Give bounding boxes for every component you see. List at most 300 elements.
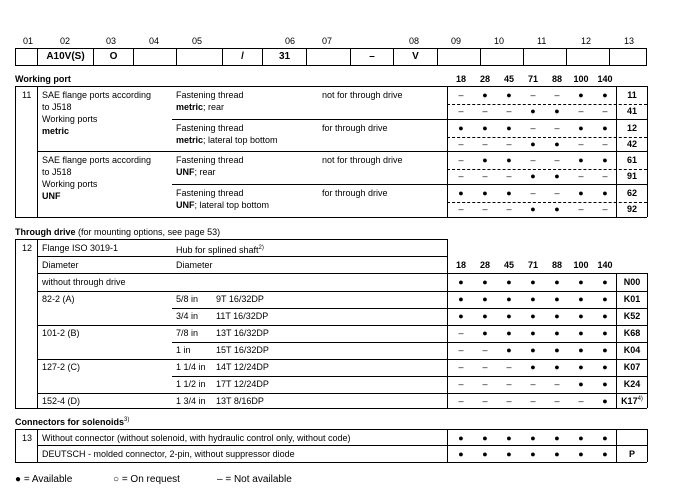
availability-mark: ● (530, 106, 536, 116)
text-line: metric (42, 126, 70, 136)
row-divider (447, 137, 647, 138)
availability-mark: ● (458, 294, 464, 304)
code-cell (523, 48, 566, 66)
availability-mark: ● (554, 204, 560, 214)
availability-mark: ● (554, 277, 560, 287)
text-line: Fastening thread (176, 123, 244, 133)
text-line: SAE flange ports according (42, 90, 152, 100)
availability-mark: – (458, 106, 464, 116)
spline-spec: 13T 8/16DP (216, 396, 264, 406)
fastening-rear-unf (176, 154, 244, 178)
availability-mark: ● (602, 379, 608, 389)
availability-mark: ● (506, 155, 512, 165)
code-cell: – (350, 48, 393, 66)
fastening-rear-metric (176, 89, 244, 113)
availability-mark: – (578, 171, 584, 181)
availability-mark: ● (602, 328, 608, 338)
availability-mark: ● (578, 433, 584, 443)
order-code-text: N00 (623, 277, 641, 287)
divider (647, 273, 648, 408)
order-code (618, 139, 646, 149)
availability-mark: – (602, 106, 608, 116)
divider (37, 273, 647, 274)
row-divider (447, 202, 647, 203)
column-number: 04 (149, 36, 160, 46)
order-code-text: 11 (627, 90, 637, 100)
availability-mark: ● (602, 123, 608, 133)
divider (172, 119, 647, 120)
availability-mark: ● (458, 433, 464, 443)
availability-mark: ● (578, 277, 584, 287)
availability-mark: – (530, 396, 536, 406)
availability-mark: ● (530, 277, 536, 287)
order-code (618, 204, 646, 214)
without-through-drive: without through drive (42, 277, 126, 287)
connector-description: Without connector (without solenoid, with hydraulic control only, without code) (42, 433, 351, 443)
text-line (176, 199, 269, 211)
order-code (618, 106, 646, 116)
availability-mark: ● (578, 123, 584, 133)
text-line: Fastening thread (176, 188, 244, 198)
size-label: 18 (455, 74, 466, 84)
hub-text: Hub for splined shaft (176, 245, 259, 255)
availability-mark: – (506, 362, 512, 372)
availability-mark: ● (458, 123, 464, 133)
order-code (618, 277, 646, 287)
availability-mark: – (530, 188, 536, 198)
order-code-text: 61 (626, 155, 637, 165)
divider (37, 239, 38, 408)
availability-mark: – (506, 106, 512, 116)
availability-mark: ● (482, 328, 488, 338)
order-code (618, 311, 646, 321)
availability-mark: ● (554, 328, 560, 338)
code-cell (609, 48, 647, 66)
availability-mark: ● (602, 396, 608, 406)
availability-mark: – (506, 396, 512, 406)
text-line: SAE flange ports according (42, 155, 152, 165)
divider (447, 239, 448, 408)
option-number: 12 (22, 243, 33, 253)
footnote-ref: 4) (637, 396, 643, 402)
column-number: 12 (581, 36, 592, 46)
availability-mark: – (578, 139, 584, 149)
text-line: Working ports (42, 179, 98, 189)
availability-mark: ● (530, 204, 536, 214)
availability-mark: – (554, 188, 560, 198)
code-cell: O (93, 48, 133, 66)
availability-mark: ● (554, 171, 560, 181)
divider (15, 86, 647, 87)
diameter-header: Diameter (42, 260, 79, 270)
divider (616, 273, 617, 408)
text-rest: ; lateral top bottom (203, 135, 278, 145)
divider (37, 151, 647, 152)
order-code (618, 379, 646, 389)
text-bold: metric (176, 102, 204, 112)
availability-mark: – (482, 106, 488, 116)
availability-mark: – (482, 379, 488, 389)
diameter-header: Diameter (176, 260, 213, 270)
availability-mark: ● (602, 433, 608, 443)
availability-mark: ● (578, 345, 584, 355)
title-text: Through drive (15, 227, 76, 237)
availability-mark: – (506, 379, 512, 389)
availability-mark: – (482, 171, 488, 181)
divider (647, 86, 648, 217)
availability-mark: – (578, 204, 584, 214)
divider (15, 86, 16, 217)
size-label: 28 (479, 74, 490, 84)
size-label: 100 (573, 74, 589, 84)
availability-mark: – (482, 204, 488, 214)
fastening-lateral-metric (176, 122, 278, 146)
availability-mark: ● (602, 362, 608, 372)
order-code-text: K17 (621, 396, 638, 406)
availability-mark: ● (578, 155, 584, 165)
size-label: 28 (479, 260, 490, 270)
order-code-text: K24 (623, 379, 641, 389)
size-label: 45 (503, 74, 514, 84)
row-divider (37, 359, 647, 360)
text-line (176, 166, 244, 178)
option-number: 11 (22, 90, 32, 100)
text-rest: ; rear (194, 167, 216, 177)
flange-size: 152-4 (D) (42, 396, 81, 406)
text-line: Fastening thread (176, 155, 244, 165)
code-cell (437, 48, 480, 66)
legend-on-request: ○ = On request (113, 474, 180, 485)
availability-mark: – (458, 155, 464, 165)
availability-mark: ● (530, 449, 536, 459)
availability-mark: – (506, 204, 512, 214)
column-number: 13 (624, 36, 635, 46)
availability-mark: ● (554, 433, 560, 443)
row-divider (37, 325, 647, 326)
availability-mark: – (458, 379, 464, 389)
availability-mark: ● (578, 90, 584, 100)
title-text: Connectors for solenoids (15, 417, 125, 427)
order-code-text: K68 (623, 328, 641, 338)
order-code (618, 362, 646, 372)
order-code-text: 12 (626, 123, 637, 133)
shaft-diameter: 7/8 in (176, 328, 199, 338)
order-code-text: 62 (626, 188, 637, 198)
legend-available: ● = Available (15, 474, 73, 485)
text-line (176, 101, 244, 113)
availability-mark: ● (554, 362, 560, 372)
row-divider (447, 169, 647, 170)
divider (37, 256, 447, 257)
text-bold: UNF (176, 200, 195, 210)
availability-mark: ● (530, 345, 536, 355)
availability-mark: – (530, 90, 536, 100)
order-code-text: 91 (626, 171, 637, 181)
availability-mark: – (554, 155, 560, 165)
group-label-metric (42, 89, 151, 137)
spline-spec: 11T 16/32DP (216, 311, 269, 321)
availability-mark: – (482, 139, 488, 149)
group-label-unf (42, 154, 151, 202)
divider (172, 184, 647, 185)
size-label: 140 (597, 260, 613, 270)
availability-mark: ● (530, 171, 536, 181)
through-drive-note: not for through drive (322, 155, 403, 165)
availability-mark: ● (482, 449, 488, 459)
order-code (618, 171, 646, 181)
code-cell: / (222, 48, 262, 66)
availability-mark: ● (506, 188, 512, 198)
through-drive-note: not for through drive (322, 90, 403, 100)
shaft-diameter: 1 1/4 in (176, 362, 206, 372)
through-drive-note: for through drive (322, 123, 388, 133)
spline-spec: 9T 16/32DP (216, 294, 264, 304)
availability-mark: ● (482, 123, 488, 133)
availability-mark: ● (506, 123, 512, 133)
text-rest: ; rear (203, 102, 225, 112)
availability-mark: – (458, 396, 464, 406)
availability-mark: ● (602, 277, 608, 287)
availability-mark: – (458, 90, 464, 100)
subtitle-text: (for mounting options, see page 53) (78, 227, 221, 237)
code-cell: A10V(S) (37, 48, 93, 66)
connector-description: DEUTSCH - molded connector, 2-pin, without suppressor diode (42, 449, 295, 459)
availability-mark: ● (458, 449, 464, 459)
connectors-title (15, 417, 129, 427)
availability-mark: ● (506, 433, 512, 443)
availability-mark: ● (602, 345, 608, 355)
availability-mark: ● (578, 328, 584, 338)
order-code (618, 328, 646, 338)
column-number: 09 (451, 36, 462, 46)
availability-mark: ● (602, 90, 608, 100)
availability-mark: – (458, 328, 464, 338)
availability-mark: ● (578, 449, 584, 459)
text-line: Fastening thread (176, 90, 244, 100)
availability-mark: ● (482, 294, 488, 304)
availability-mark: ● (578, 362, 584, 372)
availability-mark: ● (578, 294, 584, 304)
availability-mark: – (554, 379, 560, 389)
availability-mark: ● (602, 294, 608, 304)
working-port-title: Working port (15, 74, 71, 84)
order-code-text: K04 (623, 345, 641, 355)
availability-mark: ● (602, 449, 608, 459)
availability-mark: ● (530, 294, 536, 304)
shaft-diameter: 1 3/4 in (176, 396, 206, 406)
availability-mark: – (602, 171, 608, 181)
availability-mark: – (458, 345, 464, 355)
code-cell (566, 48, 609, 66)
order-code-text: P (628, 449, 635, 459)
column-number: 03 (106, 36, 117, 46)
row-divider (447, 104, 647, 105)
availability-mark: ● (554, 294, 560, 304)
row-divider (37, 393, 647, 394)
availability-mark: – (554, 123, 560, 133)
availability-mark: ● (578, 311, 584, 321)
shaft-diameter: 3/4 in (176, 311, 199, 321)
order-code-text: 92 (626, 204, 637, 214)
flange-size: 101-2 (B) (42, 328, 80, 338)
availability-mark: ● (578, 188, 584, 198)
footnote-ref: 2) (258, 245, 264, 251)
size-label: 71 (527, 74, 538, 84)
divider (15, 217, 647, 218)
order-code (618, 188, 646, 198)
flange-size: 127-2 (C) (42, 362, 81, 372)
shaft-diameter: 1 in (176, 345, 191, 355)
column-number: 08 (409, 36, 420, 46)
availability-mark: ● (482, 155, 488, 165)
fastening-lateral-unf (176, 187, 269, 211)
order-code-text: K07 (623, 362, 641, 372)
size-label: 88 (551, 74, 562, 84)
shaft-diameter: 5/8 in (176, 294, 199, 304)
size-label: 88 (551, 260, 562, 270)
row-divider (172, 308, 647, 309)
availability-mark: ● (482, 188, 488, 198)
order-code (618, 449, 646, 459)
text-line: UNF (42, 191, 61, 201)
code-cell (480, 48, 523, 66)
hub-header (176, 242, 264, 256)
availability-mark: ● (602, 188, 608, 198)
code-cell (306, 48, 350, 66)
column-number: 05 (192, 36, 203, 46)
size-label: 71 (527, 260, 538, 270)
availability-mark: ● (554, 345, 560, 355)
divider (37, 445, 647, 446)
availability-mark: ● (578, 379, 584, 389)
availability-mark: – (482, 396, 488, 406)
availability-mark: – (482, 362, 488, 372)
availability-mark: ● (554, 311, 560, 321)
order-code (618, 345, 646, 355)
availability-mark: ● (458, 311, 464, 321)
availability-mark: ● (506, 328, 512, 338)
availability-mark: – (482, 345, 488, 355)
column-number: 06 (285, 36, 296, 46)
through-drive-note: for through drive (322, 188, 388, 198)
option-number: 13 (22, 433, 33, 443)
shaft-diameter: 1 1/2 in (176, 379, 206, 389)
text-rest: ; lateral top bottom (194, 200, 270, 210)
column-number: 01 (23, 36, 34, 46)
availability-mark: – (530, 379, 536, 389)
availability-mark: – (578, 106, 584, 116)
text-line: to J518 (42, 167, 72, 177)
divider (15, 408, 647, 409)
divider (15, 239, 447, 240)
availability-mark: ● (506, 294, 512, 304)
availability-mark: ● (530, 362, 536, 372)
availability-mark: ● (458, 188, 464, 198)
availability-mark: ● (530, 311, 536, 321)
row-divider (37, 291, 647, 292)
code-cell (176, 48, 222, 66)
divider (15, 462, 647, 463)
availability-mark: ● (554, 449, 560, 459)
availability-mark: ● (458, 277, 464, 287)
text-line: to J518 (42, 102, 72, 112)
flange-header: Flange ISO 3019-1 (42, 243, 119, 253)
spline-spec: 13T 16/32DP (216, 328, 269, 338)
text-line (176, 134, 278, 146)
divider (15, 429, 16, 462)
availability-mark: ● (602, 155, 608, 165)
order-code (618, 294, 646, 304)
availability-mark: – (530, 155, 536, 165)
spline-spec: 14T 12/24DP (216, 362, 269, 372)
size-label: 18 (455, 260, 466, 270)
availability-mark: ● (482, 277, 488, 287)
text-bold: UNF (176, 167, 195, 177)
availability-mark: ● (530, 139, 536, 149)
column-number: 07 (322, 36, 333, 46)
spline-spec: 15T 16/32DP (216, 345, 269, 355)
code-cell (133, 48, 176, 66)
divider (15, 429, 647, 430)
availability-mark: – (602, 139, 608, 149)
order-code-text: K52 (623, 311, 641, 321)
availability-mark: – (458, 362, 464, 372)
size-label: 140 (597, 74, 613, 84)
availability-mark: ● (482, 311, 488, 321)
availability-mark: – (506, 171, 512, 181)
availability-mark: – (554, 90, 560, 100)
availability-mark: – (506, 139, 512, 149)
text-line: Working ports (42, 114, 98, 124)
order-code (618, 155, 646, 165)
availability-mark: – (602, 204, 608, 214)
through-drive-title (15, 227, 220, 237)
order-code (618, 123, 646, 133)
code-cell: 31 (262, 48, 306, 66)
availability-mark: – (458, 204, 464, 214)
availability-mark: ● (506, 345, 512, 355)
availability-mark: – (458, 171, 464, 181)
size-label: 100 (573, 260, 589, 270)
column-number: 02 (60, 36, 71, 46)
availability-mark: ● (506, 449, 512, 459)
availability-mark: – (554, 396, 560, 406)
availability-mark: ● (506, 90, 512, 100)
order-code (618, 90, 646, 100)
divider (15, 239, 16, 408)
availability-mark: – (530, 123, 536, 133)
order-code-text: 41 (626, 106, 637, 116)
availability-mark: ● (482, 90, 488, 100)
availability-mark: ● (506, 277, 512, 287)
legend-not-available: – = Not available (217, 474, 292, 485)
availability-mark: ● (482, 433, 488, 443)
availability-mark: – (578, 396, 584, 406)
spline-spec: 17T 12/24DP (216, 379, 269, 389)
footnote-ref: 3) (124, 417, 130, 423)
order-code-text: K01 (623, 294, 641, 304)
size-label: 45 (503, 260, 514, 270)
divider (647, 429, 648, 462)
order-code (618, 396, 646, 406)
row-divider (172, 376, 647, 377)
availability-mark: ● (554, 106, 560, 116)
order-code-text: 42 (626, 139, 637, 149)
text-bold: metric (176, 135, 204, 145)
availability-mark: – (458, 139, 464, 149)
column-number: 10 (494, 36, 505, 46)
availability-mark: ● (530, 433, 536, 443)
